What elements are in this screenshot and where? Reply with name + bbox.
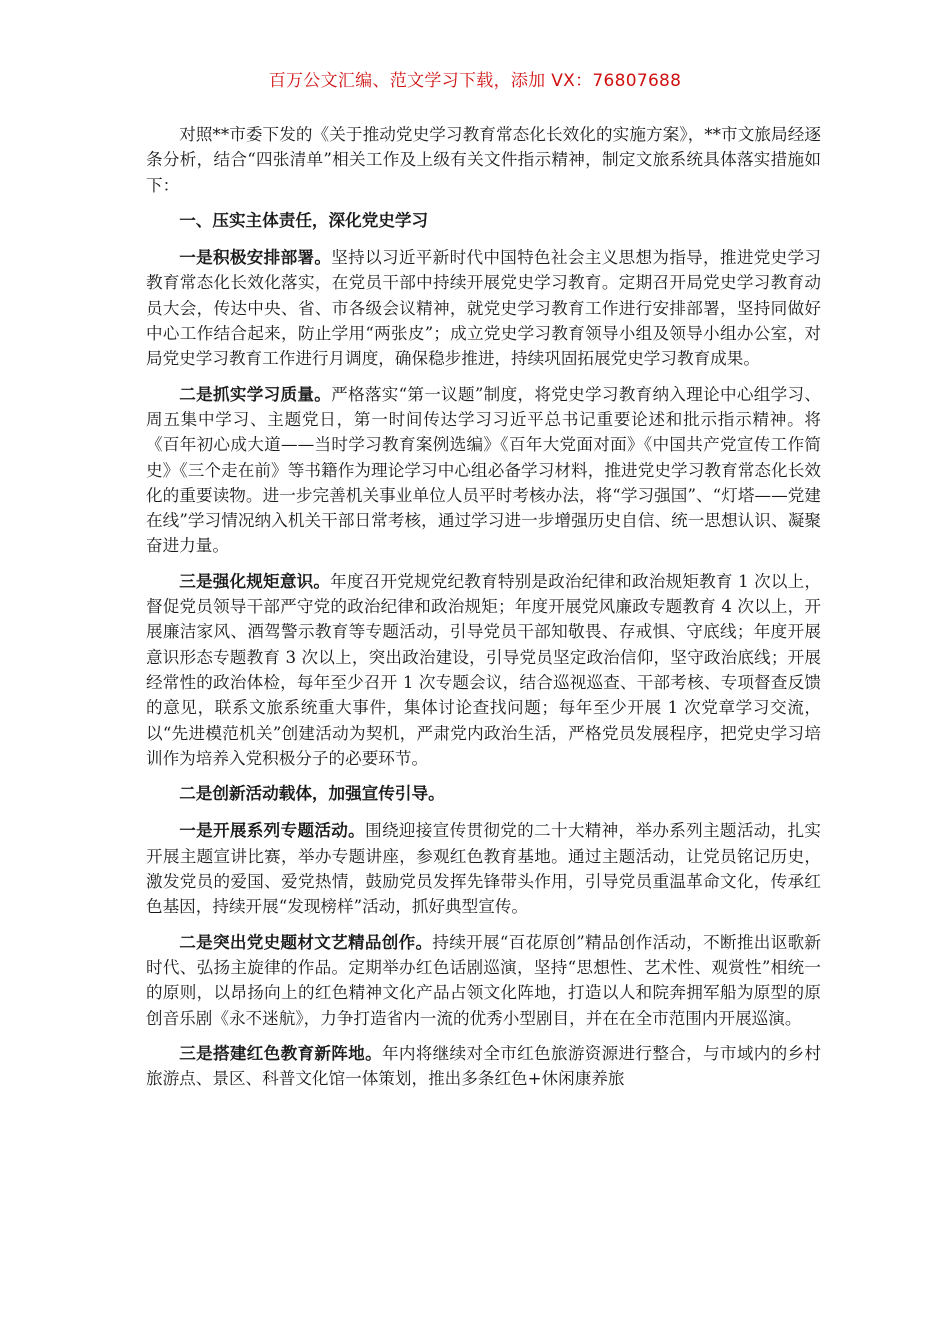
paragraph-text: 坚持以习近平新时代中国特色社会主义思想为指导，推进党史学习教育常态化长效化落实，在党员干部中持续开展党史学习教育。定期召开局党史学习教育动员大会，传达中央、省、市各级会议精神，就党史学习教育工作进行安排部署，坚持同做好中心工作结合起来，防止学用“两张皮”；成立党史学习教育领导小组及领导小组办公室，对局党史学习教育工作进行月调度，确保稳步推进，持续巩固拓展党史学习教育成果。 [146, 248, 822, 369]
section-heading-1: 一、压实主体责任，深化党史学习 [179, 209, 429, 230]
paragraph-text: 围绕迎接宣传贯彻党的二十大精神，举办系列主题活动，扎实开展主题宣讲比赛，举办专题讲座，参观红色教育基地。通过主题活动，让党员铭记历史，激发党员的爱国、爱党热情，鼓励党员发挥先锋带头作用，引导党员重温革命文化，传承红色基因，持续开展“发现榜样”活动，抓好典型宣传。 [146, 821, 822, 917]
paragraph-lead: 一是积极安排部署。 [179, 247, 332, 268]
intro-paragraph: 对照**市委下发的《关于推动党史学习教育常态化长效化的实施方案》，**市文旅局经逐条分析，结合“四张清单”相关工作及上级有关文件指示精神，制定文旅系统具体落实措施如下： [146, 125, 821, 195]
section-heading-2: 二是创新活动载体，加强宣传引导。 [179, 783, 445, 804]
paragraph [146, 1041, 821, 1092]
paragraph [146, 245, 821, 371]
paragraph [146, 930, 821, 1031]
paragraph-lead: 二是突出党史题材文艺精品创作。 [179, 931, 433, 952]
header-banner: 百万公文汇编、范文学习下载，添加 VX：76807688 [268, 71, 682, 91]
paragraph-text: 持续开展“百花原创”精品创作活动，不断推出讴歌新时代、弘扬主旋律的作品。定期举办红色话剧巡演，坚持“思想性、艺术性、观赏性”相统一的原则，以昂扬向上的红色精神文化产品占领文化阵地，打造以人和院奔拥军船为原型的原创音乐剧《永不迷航》，力争打造省内一流的优秀小型剧目，并在在全市范围内开展巡演。 [146, 932, 822, 1028]
document-body [146, 122, 821, 1101]
paragraph-lead: 三是搭建红色教育新阵地。 [179, 1042, 382, 1063]
paragraph-text: 年内将继续对全市红色旅游资源进行整合，与市域内的乡村旅游点、景区、科普文化馆一体策划，推出多条红色+休闲康养旅 [146, 1043, 822, 1089]
paragraph [146, 382, 821, 559]
paragraph-lead: 三是强化规矩意识。 [179, 570, 331, 591]
paragraph-lead: 一是开展系列专题活动。 [179, 820, 366, 841]
paragraph [146, 569, 821, 771]
paragraph-lead: 二是抓实学习质量。 [179, 383, 332, 404]
paragraph [146, 818, 821, 919]
paragraph-text: 年度召开党规党纪教育特别是政治纪律和政治规矩教育 1 次以上，督促党员领导干部严守党的政治纪律和政治规矩；年度开展党风廉政专题教育 4 次以上，开展廉洁家风、酒驾警示教育等专题活动，引导党员干部知敬畏、存戒惧、守底线；年度开展意识形态专题教育 3 次以上，突出政治建设，引导党员坚定政治信仰，坚守政治底线；开展经常性的政治体检，每年至少召开 1 次专题会议，结合巡视巡查、干部考核、专项督查反馈的意见，联系文旅系统重大事件，集体讨论查找问题；每年至少开展 1 次党章学习交流，以“先进模范机关”创建活动为契机，严肃党内政治生活，严格党员发展程序，把党史学习培训作为培养入党积极分子的必要环节。 [146, 571, 822, 768]
paragraph-text: 严格落实“第一议题”制度，将党史学习教育纳入理论中心组学习、周五集中学习、主题党日，第一时间传达学习习近平总书记重要论述和批示指示精神。将《百年初心成大道——当时学习教育案例选编》《百年大党面对面》《中国共产党宣传工作简史》《三个走在前》等书籍作为理论学习中心组必备学习材料，推进党史学习教育常态化长效化的重要读物。进一步完善机关事业单位人员平时考核办法，将“学习强国”、“灯塔——党建在线”学习情况纳入机关干部日常考核，通过学习进一步增强历史自信、统一思想认识、凝聚奋进力量。 [146, 384, 821, 556]
